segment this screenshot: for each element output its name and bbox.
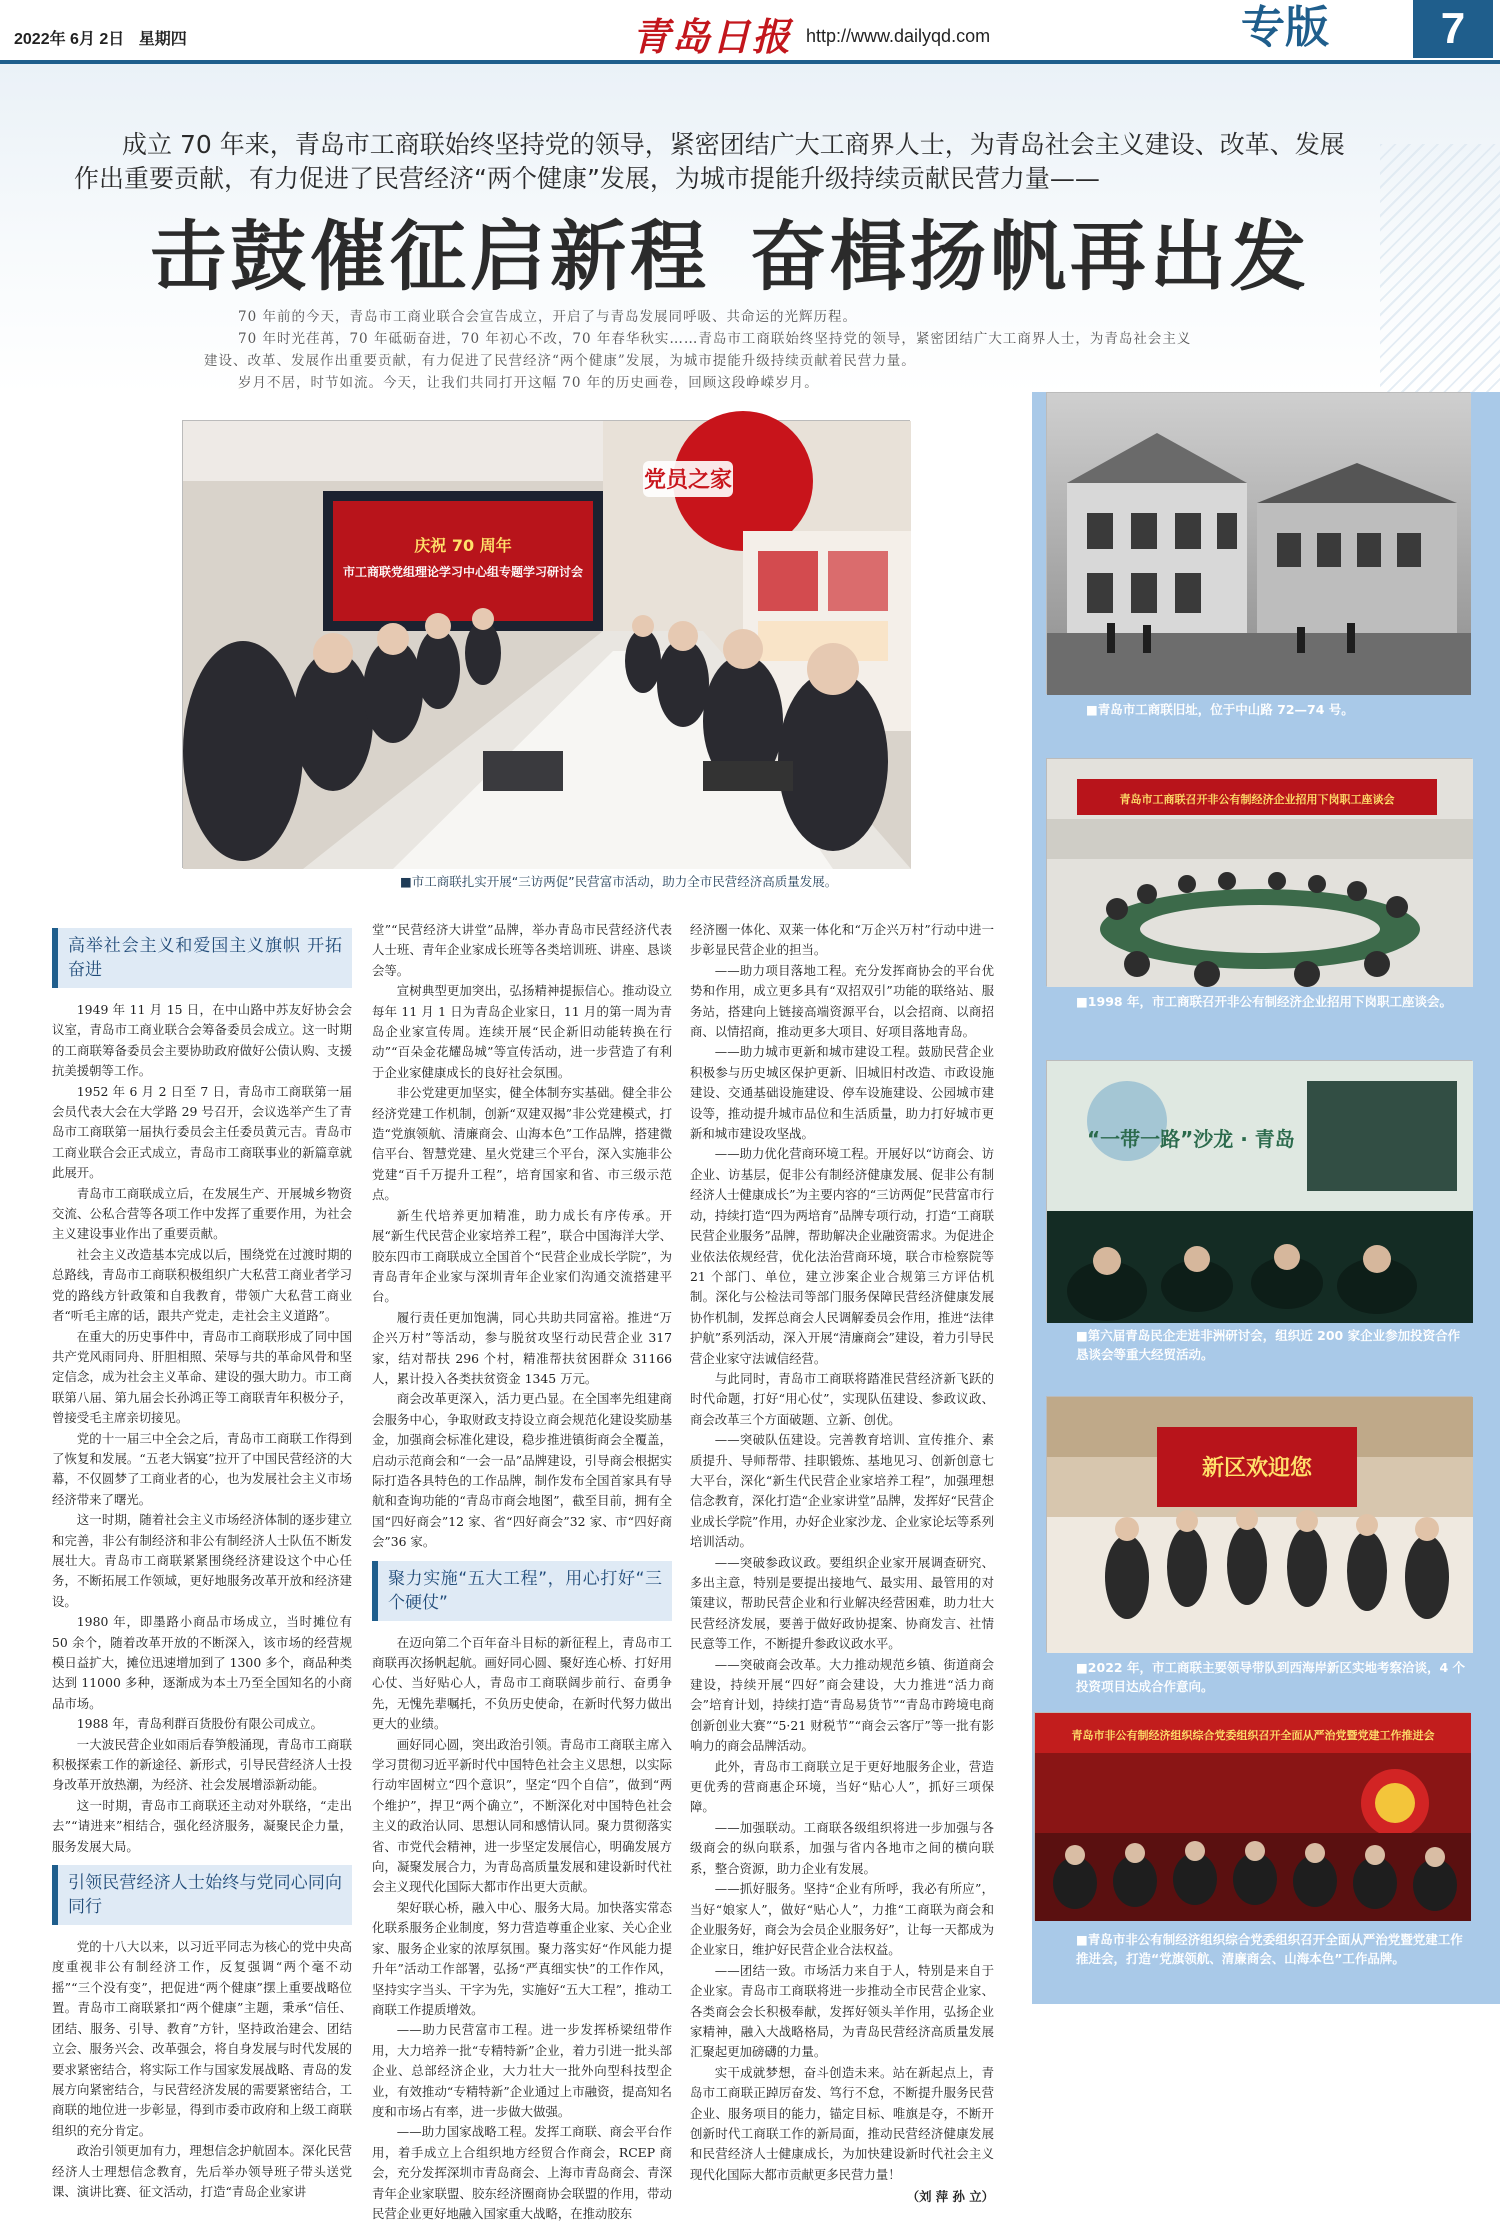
col3-p11: ——抓好服务。坚持“企业有所呼，我必有所应”，当好“娘家人”，做好“贴心人”，力推“工商联为商会和企业服务好，商会为会员企业服务好”，让每一天都成为企业家日，维护好民营企业合法权益。 (690, 1881, 994, 1958)
col2-p8: 画好同心圆，突出政治引领。青岛市工商联主席入学习贯彻习近平新时代中国特色社会主义思想，以实际行动牢固树立“四个意识”，坚定“四个自信”，做到“两个维护”，捍卫“两个确立”，不断深化对中国特色社会主义的政治认同、思想认同和感情认同。聚力贯彻落实省、市党代会精神，进一步坚定发展信心，明确发展方向，凝聚发展合力，为青岛高质量发展和建设新时代社会主义现代化国际大都市作出更大贡献。 (372, 1736, 672, 1895)
xihaian-photo (1046, 1396, 1472, 1652)
party-meeting-caption: ■青岛市非公有制经济组织综合党委组织召开全面从严治党暨党建工作推进会，打造“党旗领航、清廉商会、山海本色”工作品牌。 (1076, 1932, 1463, 1966)
wall-sign-text: 党员之家 (643, 468, 733, 493)
col1-p12: 党的十八大以来，以习近平同志为核心的党中央高度重视非公有制经济工作，反复强调“两个毫不动摇”“三个没有变”，把促进“两个健康”摆上重要战略位置。青岛市工商联紧扣“两个健康”主题，秉承“信任、团结、服务、引导、教育”方针，坚持政治建会、团结立会、服务兴会、改革强会，将自身发展与时代发展的要求紧密结合，将实际工作与国家发展战略、青岛的发展方向紧密结合，与民营经济发展的需要紧密结合，工商联的地位进一步彰显，得到市委市政府和上级工商联组织的充分肯定。 (52, 1939, 352, 2138)
col1-p2: 1952 年 6 月 2 日至 7 日，青岛市工商联第一届会员代表大会在大学路 29 号召开，会议选举产生了青岛市工商联第一届执行委员会主任委员黄元吉。青岛市工商业联合会正式成立，青岛市工商联事业的新篇章就此展开。 (52, 1083, 352, 1181)
screen-banner-line-2: 市工商联党组理论学习中心组专题学习研讨会 (342, 565, 584, 579)
col3-p12: ——团结一致。市场活力来自于人，特别是来自于企业家。青岛市工商联将进一步推动全市民营企业家、各类商会会长积极奉献，发挥好领头羊作用，弘扬企业家精神，融入大战略格局，为青岛民营经济高质量发展汇聚起更加磅礴的力量。 (690, 1962, 994, 2060)
forum-1998-caption: ■1998 年，市工商联召开非公有制经济企业招用下岗职工座谈会。 (1076, 994, 1452, 1009)
col3-p3: ——助力城市更新和城市建设工程。鼓励民营企业积极参与历史城区保护更新、旧城旧村改造、市政设施建设、交通基础设施建设、停车设施建设、公园城市建设等，推动提升城市品位和生活质量，助力打好城市更新和城市建设攻坚战。 (690, 1044, 994, 1142)
col3-p4: ——助力优化营商环境工程。开展好以“访商会、访企业、访基层，促非公有制经济健康发展、促非公有制经济人士健康成长”为主要内容的“三访两促”民营富市行动，持续打造“四为两培育”品牌专项行动，打造“工商联民营企业服务”品牌，帮助解决企业融资需求。为促进企业依法依规经营，优化法治营商环境，联合市检察院等 21 个部门、单位，建立涉案企业合规第三方评估机制。深化与公检法司等部门服务保障民营经济健康发展协作机制，发挥总商会人民调解委员会作用，推进“法律护航”系列活动，深入开展“清廉商会”建设，着力引导民营企业家守法诚信经营。 (690, 1146, 994, 1366)
byline: （刘 萍 孙 立） (906, 2189, 994, 2205)
headline-part-2: 奋楫扬帆再出发 (750, 212, 1310, 301)
col2-p10: ——助力民营富市工程。进一步发挥桥梁纽带作用，大力培养一批“专精特新”企业，着力引进一批头部企业、总部经济企业，大力壮大一批外向型科技型企业，有效推动“专精特新”企业通过上市融资，提高知名度和市场占有率，进一步做大做强。 (372, 2022, 672, 2119)
col2-p5: 履行责任更加饱满，同心共助共同富裕。推进“万企兴万村”等活动，参与脱贫攻坚行动民营企业 317 家，结对帮扶 296 个村，精准帮扶贫困群众 31166 人，累计投入各类扶贫资金 1345 万元。 (372, 1309, 672, 1386)
col2-p3: 非公党建更加坚实，健全体制夯实基础。健全非公经济党建工作机制，创新“双建双揭”非公党建模式，打造“党旗领航、清廉商会、山海本色”工作品牌，搭建微信平台、智慧党建、星火党建三个平台，深入实施非公党建“百千万提升工程”，培育国家和省、市三级示范点。 (372, 1085, 672, 1203)
col1-p4: 社会主义改造基本完成以后，围绕党在过渡时期的总路线，青岛市工商联积极组织广大私营工商业者学习党的路线方针政策和自我教育，带领广大私营工商业者“听毛主席的话，跟共产党走，走社会主义道路”。 (52, 1246, 352, 1324)
col2-p1: 堂”“民营经济大讲堂”品牌，举办青岛市民营经济代表人士班、青年企业家成长班等各类培训班、讲座、恳谈会等。 (372, 922, 672, 978)
col3-p10: ——加强联动。工商联各级组织将进一步加强与各级商会的纵向联系，加强与省内各地市之间的横向联系，整合资源，助力企业有发展。 (690, 1819, 994, 1876)
article-column-2 (372, 920, 672, 2221)
forum-belt-caption: ■第六届青岛民企走进非洲研讨会，组织近 200 家企业参加投资合作恳谈会等重大经贸活动。 (1076, 1328, 1461, 1362)
screen-banner-line-1: 庆祝 70 周年 (414, 536, 512, 555)
col2-p2: 宣树典型更加突出，弘扬精神提振信心。推动设立每年 11 月 1 日为青岛企业家日，11 月的第一周为青岛企业家宣传周。连续开展“民企新旧动能转换在行动”“百朵金花耀岛城”等宣传活动，进一步营造了有利于企业家健康成长的良好社会氛围。 (372, 983, 672, 1080)
col1-p13: 政治引领更加有力，理想信念护航固本。深化民营经济人士理想信念教育，先后举办领导班子带头送党课、演讲比赛、征文活动，打造“青岛企业家讲 (52, 2143, 352, 2199)
article-column-3 (690, 920, 994, 2205)
weekday-text: 星期四 (138, 31, 187, 48)
xihaian-caption: ■2022 年，市工商联主要领导带队到西海岸新区实地考察洽谈，4 个投资项目达成合作意向。 (1076, 1660, 1466, 1694)
col1-p3: 青岛市工商联成立后，在发展生产、开展城乡物资交流、公私合营等各项工作中发挥了重要作用，为社会主义建设事业作出了重要贡献。 (52, 1185, 352, 1242)
newspaper-url[interactable]: http://www.dailyqd.com (806, 26, 991, 46)
col3-p9: 此外，青岛市工商联立足于更好地服务企业，营造更优秀的营商惠企环境，当好“贴心人”，抓好三项保障。 (690, 1758, 994, 1815)
main-headline (150, 196, 1350, 305)
forum-belt-drawing (1047, 1061, 1473, 1323)
col1-p5: 在重大的历史事件中，青岛市工商联形成了同中国共产党风雨同舟、肝胆相照、荣辱与共的革命风骨和坚定信念，成为社会主义革命、建设的强大助力。市工商联第八届、第九届会长孙鸿正等工商联青年积极分子，曾接受毛主席亲切接见。 (52, 1328, 352, 1426)
intro-p1: 70 年前的今天，青岛市工商业联合会宣告成立，开启了与青岛发展同呼吸、共命运的光辉历程。 (238, 309, 857, 325)
col3-p13: 实干成就梦想，奋斗创造未来。站在新起点上，青岛市工商联正踔厉奋发、笃行不怠，不断提升服务民营企业、服务项目的能力，锚定目标、唯旗是夺，不断开创新时代工商联工作的新局面，推动民营经济健康发展和民营经济人士健康成长，为加快建设新时代社会主义现代化国际大都市贡献更多民营力量！ (690, 2064, 994, 2182)
col1-p11: 这一时期，青岛市工商联还主动对外联络，“走出去”“请进来”相结合，强化经济服务，凝聚民企力量，服务发展大局。 (52, 1797, 352, 1854)
col1-p10: 一大波民营企业如雨后春笋般涌现，青岛市工商联积极探索工作的新途径、新形式，引导民营经济人士投身改革开放热潮，为经济、社会发展增添新动能。 (52, 1736, 352, 1793)
meeting-photo-caption: ■市工商联扎实开展“三访两促”民营富市活动，助力全市民营经济高质量发展。 (400, 874, 838, 889)
col3-p1: 经济圈一体化、双莱一体化和“万企兴万村”行动中进一步彰显民营企业的担当。 (690, 922, 994, 958)
newspaper-logo: 青岛日报 (632, 14, 793, 59)
col1-p8: 1980 年，即墨路小商品市场成立，当时摊位有 50 余个，随着改革开放的不断深入，该市场的经营规模日益扩大，摊位迅速增加到了 1300 多个，商品种类达到 11000 多种，逐渐成为本土乃至全国知名的小商品市场。 (52, 1614, 352, 1711)
col3-p8: ——突破商会改革。大力推动规范乡镇、街道商会建设，持续开展“四好”商会建设，大力推进“活力商会”培育计划，持续打造“青岛易货节”“青岛市跨境电商创新创业大赛”“5·21 财税节”“商会云客厅”等一批有影响力的商会品牌活动。 (690, 1656, 994, 1754)
col3-p2: ——助力项目落地工程。充分发挥商协会的平台优势和作用，成立更多具有“双招双引”功能的联络站、服务站，搭建向上链接高端资源平台，以会招商、以商招商、以情招商，推动更多大项目、好项目落地青岛。 (690, 962, 994, 1040)
intro-p2: 70 年时光荏苒，70 年砥砺奋进，70 年初心不改，70 年春华秋实……青岛市工商联始终坚持党的领导，紧密团结广大工商界人士，为青岛社会主义 (238, 331, 1192, 347)
col2-p7: 在迈向第二个百年奋斗目标的新征程上，青岛市工商联再次扬帆起航。画好同心圆、聚好连心桥、打好用心仗、当好贴心人，青岛市工商联阔步前行、奋勇争先，无愧先辈嘱托，不负历史使命，在新时代努力做出更大的业绩。 (372, 1634, 672, 1732)
lead-line-1: 成立 70 年来，青岛市工商联始终坚持党的领导，紧密团结广大工商界人士，为青岛社会主义建设、改革、发展 (122, 130, 1345, 159)
col2-p6: 商会改革更深入，活力更凸显。在全国率先组建商会服务中心，争取财政支持设立商会规范化建设奖励基金，加强商会标准化建设，稳步推进镇街商会全覆盖，启动示范商会和“一会一品”品牌建设，引导商会根据实际打造各具特色的工作品牌，制作发布全国首家具有导航和查询功能的“青岛市商会地图”，截至目前，拥有全国“四好商会”12 家、省“四好商会”32 家、市“四好商会”36 家。 (372, 1391, 672, 1550)
lead-paragraph (74, 128, 1434, 196)
party-meeting-banner: 青岛市非公有制经济组织综合党委组织召开全面从严治党暨党建工作推进会 (1071, 1729, 1435, 1742)
col3-p7: ——突破参政议政。要组织企业家开展调查研究、多出主意，特别是要提出接地气、最实用、最管用的对策建议，帮助民营企业和行业解决经营困难，助力壮大民营经济发展，要善于做好政协提案、协商发言、社情民意等工作，不断提升参政议政水平。 (690, 1554, 994, 1652)
forum-1998-drawing (1047, 759, 1473, 987)
xihaian-screen-text: 新区欢迎您 (1201, 1455, 1313, 1481)
date-text: 2022年 6月 2日 (14, 31, 125, 48)
meeting-photo-drawing (183, 421, 911, 869)
subheading-2: 引领民营经济人士始终与党同心同向同行 (52, 1865, 352, 1925)
meeting-photo (182, 420, 910, 868)
col2-p11: ——助力国家战略工程。发挥工商联、商会平台作用，着手成立上合组织地方经贸合作商会，RCEP 商会，充分发挥深圳市青岛商会、上海市青岛商会、青深青年企业家联盟、胶东经济圈商协会联盟的作用，带动民营企业更好地融入国家重大战略，在推动胶东 (372, 2124, 672, 2221)
col1-p9: 1988 年，青岛利群百货股份有限公司成立。 (76, 1716, 323, 1732)
subheading-1: 高举社会主义和爱国主义旗帜 开拓奋进 (52, 928, 352, 988)
lead-line-2: 作出重要贡献，有力促进了民营经济“两个健康”发展，为城市提能升级持续贡献民营力量—— (74, 164, 1100, 193)
xihaian-drawing (1047, 1397, 1473, 1653)
forum-1998-banner: 青岛市工商联召开非公有制经济企业招用下岗职工座谈会 (1119, 793, 1395, 806)
forum-1998-photo (1046, 758, 1472, 986)
col1-p6: 党的十一届三中全会之后，青岛市工商联工作得到了恢复和发展。“五老大锅宴”拉开了中国民营经济的大幕，不仅圆梦了工商业者的心，也为发展社会主义市场经济带来了曙光。 (52, 1430, 352, 1507)
col2-p9: 架好联心桥，融入中心、服务大局。加快落实常态化联系服务企业制度，努力营造尊重企业家、关心企业家、服务企业家的浓厚氛围。聚力落实好“作风能力提升年”活动工作部署，弘扬“严真细实快”的工作作风，坚持实字当头、干字为先，实施好“五大工程”，推动工商联工作提质增效。 (372, 1899, 672, 2017)
old-building-photo (1046, 392, 1470, 694)
intro-p4: 岁月不居，时节如流。今天，让我们共同打开这幅 70 年的历史画卷，回顾这段峥嵘岁月。 (238, 375, 819, 391)
section-title: 专版 (1241, 2, 1329, 53)
issue-date (14, 26, 197, 49)
old-building-drawing (1047, 393, 1471, 695)
headline-part-1: 击鼓催征启新程 (150, 212, 710, 301)
col1-p1: 1949 年 11 月 15 日，在中山路中苏友好协会会议室，青岛市工商业联合会筹备委员会成立。这一时期的工商联筹备委员会主要协助政府做好公债认购、支援抗美援朝等工作。 (52, 1002, 352, 1079)
col1-p7: 这一时期，随着社会主义市场经济体制的逐步建立和完善，非公有制经济和非公有制经济人士队伍不断发展壮大。青岛市工商联紧紧围绕经济建设这个中心任务，不断拓展工作领域，更好地服务改革开放和经济建设。 (52, 1512, 352, 1609)
masthead (0, 0, 1500, 62)
intro-text (204, 306, 1304, 394)
party-meeting-photo (1034, 1712, 1470, 1920)
article-column-1 (52, 920, 352, 2199)
col3-p5: 与此同时，青岛市工商联将踏准民营经济新飞跃的时代命题，打好“用心仗”，实现队伍建设、参政议政、商会改革三个方面破题、立新、创优。 (690, 1370, 994, 1427)
col3-p6: ——突破队伍建设。完善教育培训、宣传推介、素质提升、导师帮带、挂职锻炼、基地见习、创新创意七大平台，深化“新生代民营企业家培养工程”，加强理想信念教育，深化打造“企业家讲堂”品牌，发挥好“民营企业成长学院”作用，办好企业家沙龙、企业家论坛等系列培训活动。 (690, 1432, 994, 1550)
page-number: 7 (1413, 0, 1493, 58)
old-building-caption: ■青岛市工商联旧址，位于中山路 72—74 号。 (1086, 702, 1354, 717)
col2-p4: 新生代培养更加精准，助力成长有序传承。开展“新生代民营企业家培养工程”，联合中国海洋大学、胶东四市工商联成立全国首个“民营企业成长学院”，为青岛青年企业家与深圳青年企业家们沟通交流搭建平台。 (372, 1207, 672, 1305)
intro-p3: 建设、改革、发展作出重要贡献，有力促进了民营经济“两个健康”发展，为城市提能升级持续贡献着民营力量。 (204, 353, 916, 369)
subheading-3: 聚力实施“五大工程”，用心打好“三个硬仗” (372, 1561, 672, 1621)
party-meeting-drawing (1035, 1713, 1471, 1921)
forum-belt-photo (1046, 1060, 1472, 1322)
forum-belt-banner: “一带一路”沙龙 · 青岛 (1087, 1127, 1295, 1151)
